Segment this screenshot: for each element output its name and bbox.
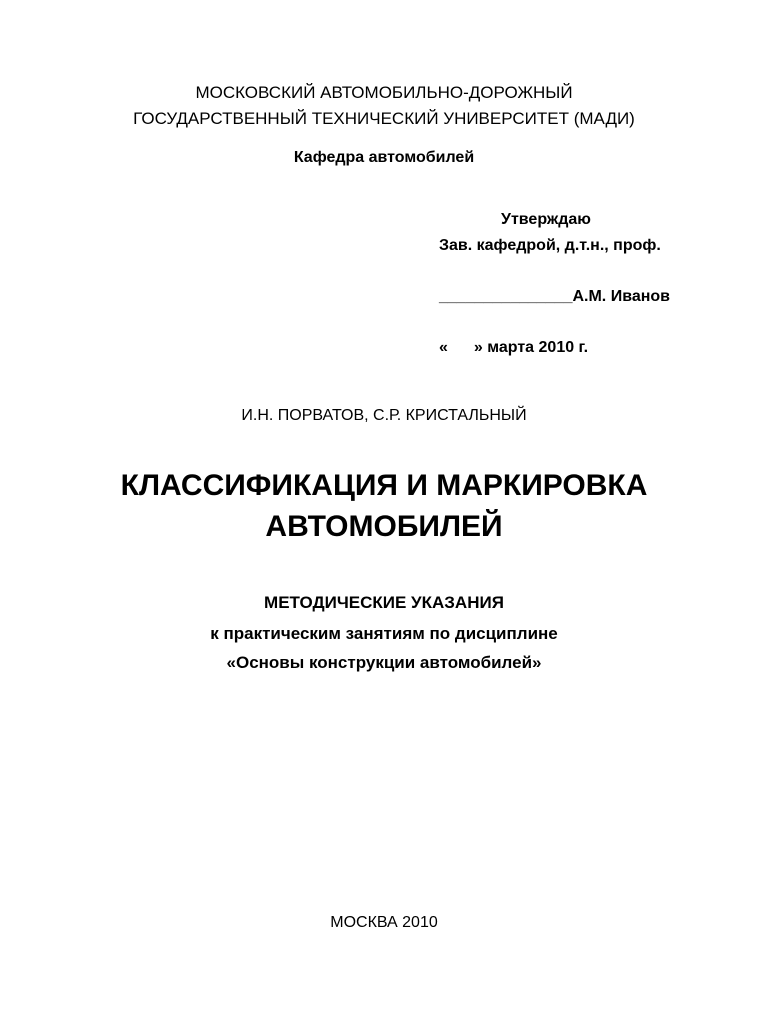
- subtitle-line-3: «Основы конструкции автомобилей»: [226, 653, 542, 672]
- subtitle-line-1: МЕТОДИЧЕСКИЕ УКАЗАНИЯ: [264, 593, 504, 612]
- date-rest: » марта 2010 г.: [473, 339, 589, 356]
- footer-city-year: МОСКВА 2010: [330, 914, 438, 931]
- approver-signature-line: _______________А.М. Иванов: [439, 288, 670, 305]
- department-name: Кафедра автомобилей: [293, 149, 475, 166]
- subtitle-line-2: к практическим занятиям по дисциплине: [210, 624, 558, 643]
- university-name-line-1: МОСКОВСКИЙ АВТОМОБИЛЬНО-ДОРОЖНЫЙ: [195, 83, 573, 102]
- authors: И.Н. ПОРВАТОВ, С.Р. КРИСТАЛЬНЫЙ: [241, 407, 527, 424]
- university-name-line-2: ГОСУДАРСТВЕННЫЙ ТЕХНИЧЕСКИЙ УНИВЕРСИТЕТ (МАДИ): [133, 109, 635, 128]
- approver-position: Зав. кафедрой, д.т.н., проф.: [439, 237, 661, 254]
- title-line-2: АВТОМОБИЛЕЙ: [265, 510, 503, 543]
- title-line-1: КЛАССИФИКАЦИЯ И МАРКИРОВКА: [120, 469, 648, 502]
- approval-date: [439, 340, 588, 356]
- date-open-quote: «: [439, 339, 448, 356]
- approval-heading: Утверждаю: [501, 211, 591, 228]
